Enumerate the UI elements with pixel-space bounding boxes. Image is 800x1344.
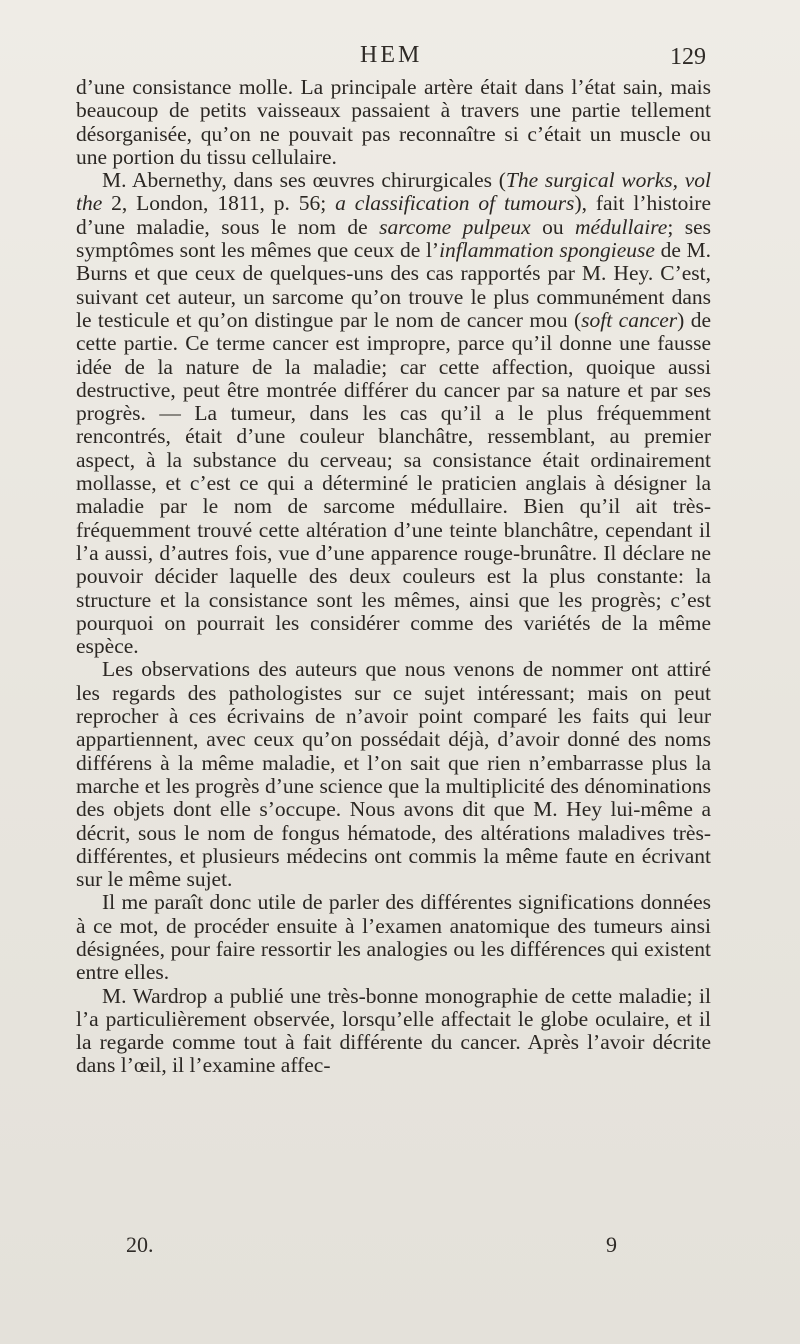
paragraph [76, 891, 711, 984]
text-run: ou [530, 214, 575, 239]
italic-text: soft cancer [581, 307, 678, 332]
text-run: ), fait l’histoire d’une maladie, sous le nom de [76, 191, 712, 239]
text-run: d’une consistance molle. La principale artère était dans l’état sain, mais beaucoup de petits vaisseaux passaient à travers une partie tellement désorganisée, qu’on ne pouvait pas reconnaître si c’était un muscle ou une portion du tissu cellulaire. [76, 75, 711, 169]
italic-text: médullaire [574, 214, 668, 239]
paragraph [76, 985, 711, 1078]
text-run: M. Abernethy, dans ses œuvres chirurgicales ( [102, 168, 506, 193]
paragraph [76, 76, 711, 169]
page-header [0, 42, 800, 76]
page-number: 129 [670, 44, 706, 70]
page-footer [0, 1232, 800, 1262]
text-run: 2, London, 1811, p. 56; [102, 191, 336, 216]
running-head: HEM [360, 42, 423, 68]
text-run: ; ses symptômes sont les mêmes que ceux de l’ [76, 214, 712, 263]
text-run: M. Wardrop a publié une très-bonne monographie de cette maladie; il l’a particulièrement observée, lorsqu’elle affectait le globe oculaire, et il la regarde comme tout à fait différente du cancer. Après l’avoir décrite dans l’œil, il l’examine affec- [76, 983, 711, 1078]
paragraph [76, 169, 711, 658]
gathering-number: 9 [606, 1232, 617, 1257]
italic-text: The surgical works, vol the [76, 168, 711, 216]
body-text [76, 76, 711, 1078]
text-run: ) de cette partie. Ce terme cancer est impropre, parce qu’il donne une fausse idée de la nature de la maladie; car cette affection, quoique aussi destructive, peut être montrée différer du cancer par sa nature et par ses progrès. — La tumeur, dans les cas qu’il a le plus fréquemment rencontrés, était d’une couleur blanchâtre, ressemblant, au premier aspect, à la substance du cerveau; sa consistance était ordinairement mollasse, et c’est ce qui a déterminé le praticien anglais à désigner la maladie par le nom de sarcome médullaire. Bien qu’il ait très-fréquemment trouvé cette altération d’une teinte blanchâtre, cependant il l’a aussi, d’autres fois, vue d’une apparence rouge-brunâtre. Il déclare ne pouvoir décider laquelle des deux couleurs est la plus constante: la structure et la consistance sont les mêmes, ainsi que les progrès; c’est pourquoi on pourrait les considérer comme des variétés de la même espèce. [76, 307, 712, 659]
text-run: de M. Burns et que ceux de quelques-uns des cas rapportés par M. Hey. C’est, suivant cet auteur, un sarcome qu’on trouve le plus communément dans le testicule et qu’on distingue par le nom de cancer mou ( [76, 238, 711, 332]
paragraph [76, 658, 711, 891]
italic-text: sarcome pulpeux [379, 214, 531, 239]
italic-text: a classification of tumours [335, 191, 575, 216]
text-run: Les observations des auteurs que nous venons de nommer ont attiré les regards des pathologistes sur ce sujet intéressant; mais on peut reprocher à ces écrivains de n’avoir point comparé les faits qui leur appartiennent, avec ceux qu’on possédait déjà, d’avoir donné des noms différens à la même maladie, et l’on sait que rien n’embarrasse plus la marche et les progrès d’une science que la multiplicité des dénominations des objets dont elle s’occupe. Nous avons dit que M. Hey lui-même a décrit, sous le nom de fongus hématode, des altérations maladives très-différentes, et plusieurs médecins ont commis la même faute en écrivant sur le même sujet. [76, 657, 711, 892]
text-run: Il me paraît donc utile de parler des différentes significations données à ce mot, de procéder ensuite à l’examen anatomique des tumeurs ainsi désignées, pour faire ressortir les analogies ou les différences qui existent entre elles. [76, 890, 711, 985]
italic-text: inflammation spongieuse [439, 238, 655, 263]
signature-mark: 20. [126, 1232, 154, 1257]
